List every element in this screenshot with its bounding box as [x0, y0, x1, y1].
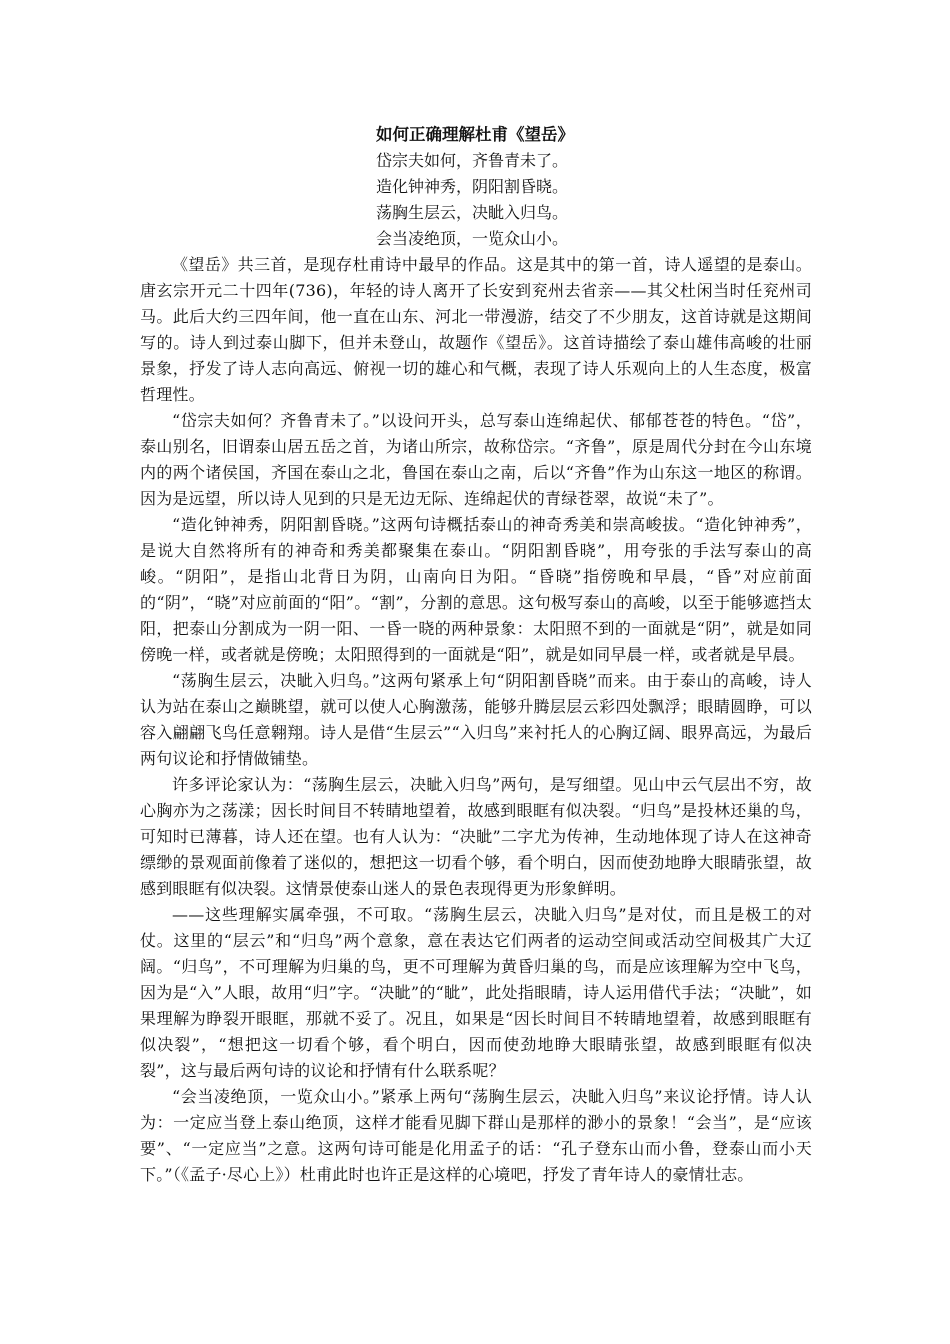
paragraph-line-four-analysis: “会当凌绝顶，一览众山小。”紧承上两句“荡胸生层云，决眦入归鸟”来议论抒情。诗人认为：一定应当登上泰山绝顶，这样才能看见脚下群山是那样的渺小的景象！“会当”，是“应该要”、“一定应当”之意。这两句诗可能是化用孟子的话：“孔子登东山而小鲁，登泰山而小天下。”（《孟子·尽心上》）杜甫此时也许正是这样的心境吧，抒发了青年诗人的豪情壮志。: [140, 1087, 812, 1184]
paragraph-critics-view: 许多评论家认为：“荡胸生层云，决眦入归鸟”两句，是写细望。见山中云气层出不穷，故心胸亦为之荡漾；因长时间目不转睛地望着，故感到眼眶有似决裂。“归鸟”是投林还巢的鸟，可知时已薄暮，诗人还在望。也有人认为：“决眦”二字尤为传神，生动地体现了诗人在这神奇缥缈的景观面前像着了迷似的，想把这一切看个够，看个明白，因而使劲地睁大眼睛张望，故感到眼眶有似决裂。这情景使泰山迷人的景色表现得更为形象鲜明。: [140, 775, 812, 898]
paragraph-rebuttal: ——这些理解实属牵强，不可取。“荡胸生层云，决眦入归鸟”是对仗，而且是极工的对仗。这里的“层云”和“归鸟”两个意象，意在表达它们两者的运动空间或活动空间极其广大辽阔。“归鸟”，不可理解为归巢的鸟，更不可理解为黄昏归巢的鸟，而是应该理解为空中飞鸟，因为是“入”人眼，故用“归”字。“决眦”的“眦”，此处指眼睛，诗人运用借代手法；“决眦”，如果理解为睁裂开眼眶，那就不妥了。况且，如果是“因长时间目不转睛地望着，故感到眼眶有似决裂”，“想把这一切看个够，看个明白，因而使劲地睁大眼睛张望，故感到眼眶有似决裂”，这与最后两句诗的议论和抒情有什么联系呢？: [140, 905, 812, 1080]
poem-line: 岱宗夫如何，齐鲁青未了。: [376, 151, 569, 170]
poem-block: [376, 148, 812, 252]
poem-line: 荡胸生层云，决眦入归鸟。: [376, 203, 569, 222]
paragraph-introduction: 《望岳》共三首，是现存杜甫诗中最早的作品。这是其中的第一首，诗人遥望的是泰山。唐玄宗开元二十四年(736)，年轻的诗人离开了长安到兖州去省亲——其父杜闲当时任兖州司马。此后大约三四年间，他一直在山东、河北一带漫游，结交了不少朋友，这首诗就是这期间写的。诗人到过泰山脚下，但并未登山，故题作《望岳》。这首诗描绘了泰山雄伟高峻的壮丽景象，抒发了诗人志向高远、俯视一切的雄心和气概，表现了诗人乐观向上的人生态度，极富哲理性。: [140, 255, 812, 404]
paragraph-line-three-analysis: “荡胸生层云，决眦入归鸟。”这两句紧承上句“阴阳割昏晓”而来。由于泰山的高峻，诗人认为站在泰山之巅眺望，就可以使人心胸激荡，能够升腾层层云彩四处飘浮；眼睛圆睁，可以容入翩翩飞鸟任意翱翔。诗人是借“生层云”“入归鸟”来衬托人的心胸辽阔、眼界高远，为最后两句议论和抒情做铺垫。: [140, 671, 812, 768]
paragraph-line-one-analysis: “岱宗夫如何？齐鲁青未了。”以设问开头，总写泰山连绵起伏、郁郁苍苍的特色。“岱”，泰山别名，旧谓泰山居五岳之首，为诸山所宗，故称岱宗。“齐鲁”，原是周代分封在今山东境内的两个诸侯国，齐国在泰山之北，鲁国在泰山之南，后以“齐鲁”作为山东这一地区的称谓。因为是远望，所以诗人见到的只是无边无际、连绵起伏的青绿苍翠，故说“未了”。: [140, 411, 812, 508]
paragraph-line-two-analysis: “造化钟神秀，阴阳割昏晓。”这两句诗概括泰山的神奇秀美和崇高峻拔。“造化钟神秀”，是说大自然将所有的神奇和秀美都聚集在泰山。“阴阳割昏晓”，用夸张的手法写泰山的高峻。“阴阳”，是指山北背日为阴，山南向日为阳。“昏晓”指傍晚和早晨，“昏”对应前面的“阴”，“晓”对应前面的“阳”。“割”，分割的意思。这句极写泰山的高峻，以至于能够遮挡太阳，把泰山分割成为一阴一阳、一昏一晓的两种景象：太阳照不到的一面就是“阴”，就是如同傍晚一样，或者就是傍晚；太阳照得到的一面就是“阳”，就是如同早晨一样，或者就是早晨。: [140, 515, 812, 664]
document-page: [140, 122, 812, 1188]
document-title: 如何正确理解杜甫《望岳》: [376, 125, 574, 144]
poem-line: 会当凌绝顶，一览众山小。: [376, 229, 569, 248]
poem-line: 造化钟神秀，阴阳割昏晓。: [376, 177, 569, 196]
